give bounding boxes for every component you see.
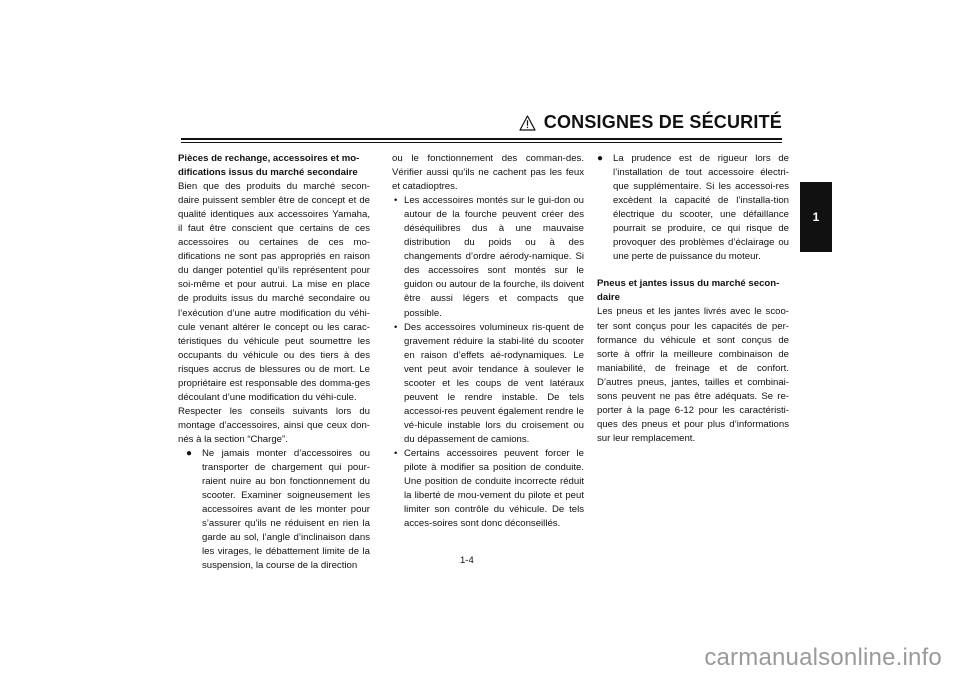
watermark[interactable]: carmanualsonline.info — [704, 644, 942, 671]
warning-triangle-icon — [519, 115, 536, 131]
list-item-text: Des accessoires volumineux ris-quent de gravement réduire la stabi-lité du scooter en raison d’effets aé-rodynamiques. Le vent peut avoir tendance à soulever le scooter et les coups de vent latéraux peuvent le rendre instable. De tels accessoi-res peuvent également rendre le vé-hicule instable lors du croisement ou du dépassement de camions. — [404, 321, 584, 445]
chapter-tab[interactable]: 1 — [800, 182, 832, 252]
list-item-text: Certains accessoires peuvent forcer le pilote à modifier sa position de conduite. Une position de conduite incorrecte réduit la liberté de mou-vement du pilote et peut limiter son contrôle du véhicule. De tels acces-soires sont donc déconseillés. — [404, 447, 584, 530]
paragraph: Bien que des produits du marché secon-daire puissent sembler être de concept et de qualité identiques aux accessoires Yamaha, il faut être conscient que certains de ces accessoires ou certaines de ces mo-difications ne sont pas appropriés en raison du danger potentiel qu’ils représentent pour soi-même et pour autrui. La mise en place de produits issus du marché secondaire ou l’exécution d’une autre modification du véhi-cule venant altérer le concept ou les carac-téristiques du véhicule peut soumettre les occupants du véhicule ou des tiers à des risques accrus de blessures ou de mort. Le propriétaire est responsable des domma-ges découlant d’une modification du véhi-cule. — [178, 181, 370, 403]
list-item-text: Les accessoires montés sur le gui-don ou autour de la fourche peuvent créer des déséquilibres dus à une mauvaise distribution du poids ou à des changements d’ordre aérody-namique. Si des accessoires sont montés sur le guidon ou autour de la fourche, ils doivent être aussi légers et compacts que possible. — [404, 195, 584, 319]
paragraph: ou le fonctionnement des comman-des. Vérifier aussi qu’ils ne cachent pas les feux et catadioptres. — [392, 153, 584, 193]
page-header — [519, 112, 782, 133]
list-item — [597, 152, 789, 264]
bullet-icon: • — [394, 321, 398, 333]
column-left — [178, 152, 370, 573]
header-rule-thin — [181, 142, 782, 143]
paragraph: Respecter les conseils suivants lors du montage d’accessoires, ainsi que ceux don-nés à la section “Charge”. — [178, 405, 370, 445]
bullet-icon: ● — [597, 153, 604, 164]
list-item — [178, 447, 370, 573]
column-middle — [392, 152, 584, 531]
list-item-text: La prudence est de rigueur lors de l’installation de tout accessoire électri-que supplémentaire. Si les accessoi-res excèdent la capacité de l’installa-tion électrique du scooter, une défaillance pourrait se produire, ce qui risque de provoquer des problèmes d’éclairage ou une perte de puissance du moteur. — [613, 153, 789, 263]
list-item-text: Ne jamais monter d’accessoires ou transporter de chargement qui pour-raient nuire au bon fonctionnement du scooter. Examiner soigneusement les accessoires avant de les monter pour s’assurer qu’ils ne réduisent en rien la garde au sol, l’angle d’inclinaison dans les virages, le débattement limite de la suspension, la course de la direction — [202, 447, 370, 572]
bullet-icon: ● — [186, 447, 193, 459]
list-item — [392, 321, 584, 447]
paragraph: Les pneus et les jantes livrés avec le scoo-ter sont conçus pour les capacités de per-formance du véhicule et sont conçus de sorte à offrir la meilleure combinaison de maniabilité, de freinage et de confort. D’autres pneus, jantes, tailles et combinai-sons peuvent ne pas être adéquats. Se re-porter à la page 6-12 pour les caractéristi-ques des pneus et pour plus d’informations sur leur remplacement. — [597, 306, 789, 444]
section-heading: Pièces de rechange, accessoires et mo- difications issus du marché secondaire — [178, 153, 360, 179]
list-item — [392, 194, 584, 320]
section-heading: Pneus et jantes issus du marché secon- daire — [597, 278, 780, 304]
bullet-icon: • — [394, 447, 398, 459]
page-number: 1-4 — [460, 555, 474, 566]
list-item — [392, 447, 584, 531]
column-right — [597, 152, 789, 446]
page-title: CONSIGNES DE SÉCURITÉ — [543, 112, 782, 132]
bullet-icon: • — [394, 195, 398, 207]
header-rule — [181, 138, 782, 140]
